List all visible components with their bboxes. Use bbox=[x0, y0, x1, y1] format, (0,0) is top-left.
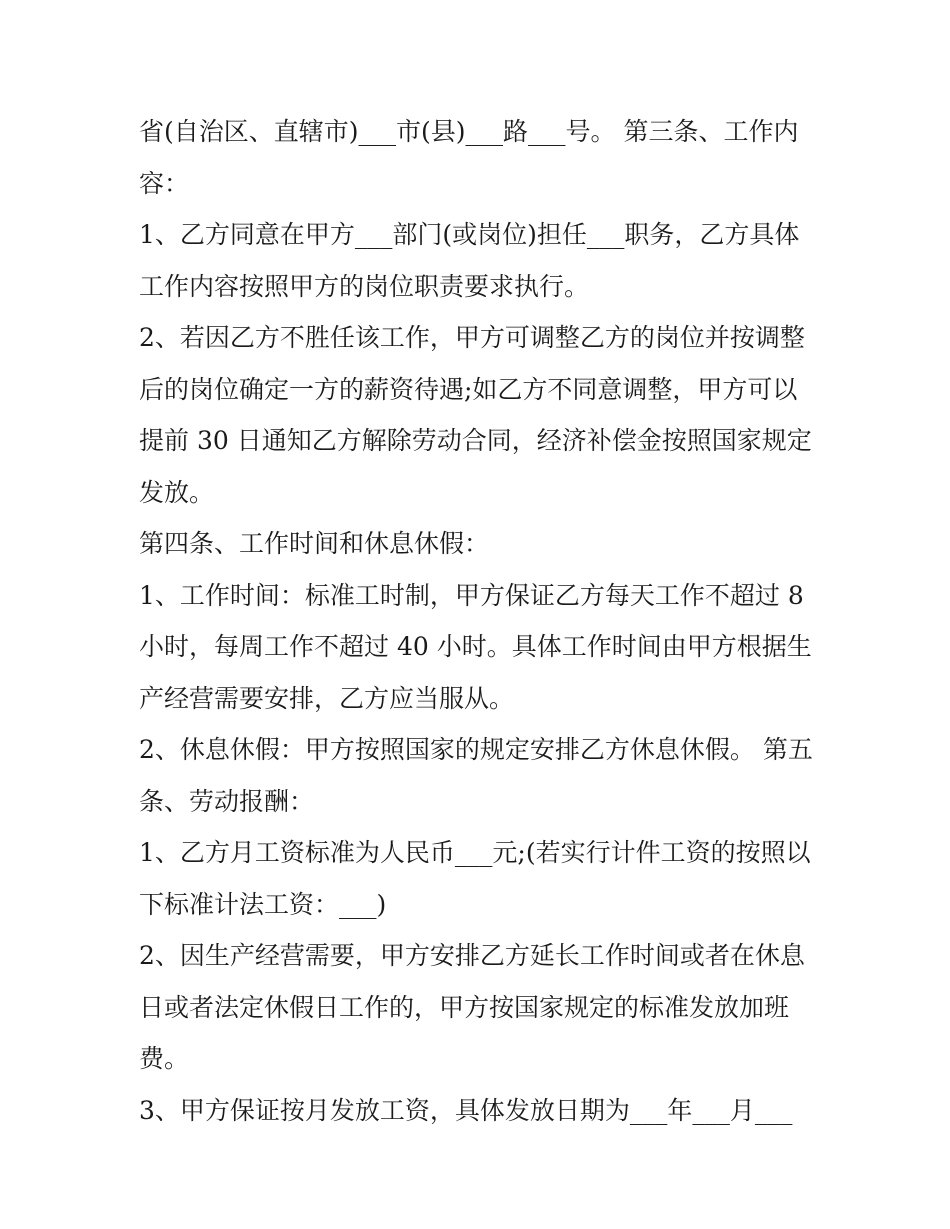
text-line: 下标准计法工资：___) bbox=[139, 889, 387, 919]
text-line: 2、休息休假：甲方按照国家的规定安排乙方休息休假。 第五 bbox=[139, 735, 813, 764]
text-line: 第四条、工作时间和休息休假： bbox=[139, 529, 490, 558]
text-line: 小时，每周工作不超过 40 小时。具体工作时间由甲方根据生 bbox=[139, 632, 812, 661]
text-line: 3、甲方保证按月发放工资，具体发放日期为___年___月___ bbox=[139, 1095, 793, 1125]
text-line: 1、乙方月工资标准为人民币___元;(若实行计件工资的按照以 bbox=[139, 838, 811, 867]
text-line: 省(自治区、直辖市)___市(县)___路___号。 第三条、工作内 bbox=[139, 117, 799, 146]
text-line: 2、因生产经营需要，甲方安排乙方延长工作时间或者在休息 bbox=[139, 941, 805, 970]
text-line: 后的岗位确定一方的薪资待遇;如乙方不同意调整，甲方可以 bbox=[139, 374, 798, 404]
text-line: 日或者法定休假日工作的，甲方按国家规定的标准发放加班 bbox=[139, 992, 790, 1022]
text-line: 条、劳动报酬： bbox=[139, 786, 315, 816]
text-line: 工作内容按照甲方的岗位职责要求执行。 bbox=[139, 271, 590, 301]
text-line: 1、工作时间：标准工时制，甲方保证乙方每天工作不超过 8 bbox=[139, 580, 804, 610]
text-line: 2、若因乙方不胜任该工作，甲方可调整乙方的岗位并按调整 bbox=[139, 323, 805, 352]
contract-text bbox=[139, 106, 819, 1136]
text-line: 容： bbox=[139, 168, 190, 198]
text-line: 提前 30 日通知乙方解除劳动合同，经济补偿金按照国家规定 bbox=[139, 426, 812, 455]
text-line: 发放。 bbox=[139, 477, 215, 507]
text-line: 产经营需要安排，乙方应当服从。 bbox=[139, 683, 515, 713]
text-line: 费。 bbox=[139, 1044, 190, 1073]
text-line: 1、乙方同意在甲方___部门(或岗位)担任___职务，乙方具体 bbox=[139, 220, 800, 249]
